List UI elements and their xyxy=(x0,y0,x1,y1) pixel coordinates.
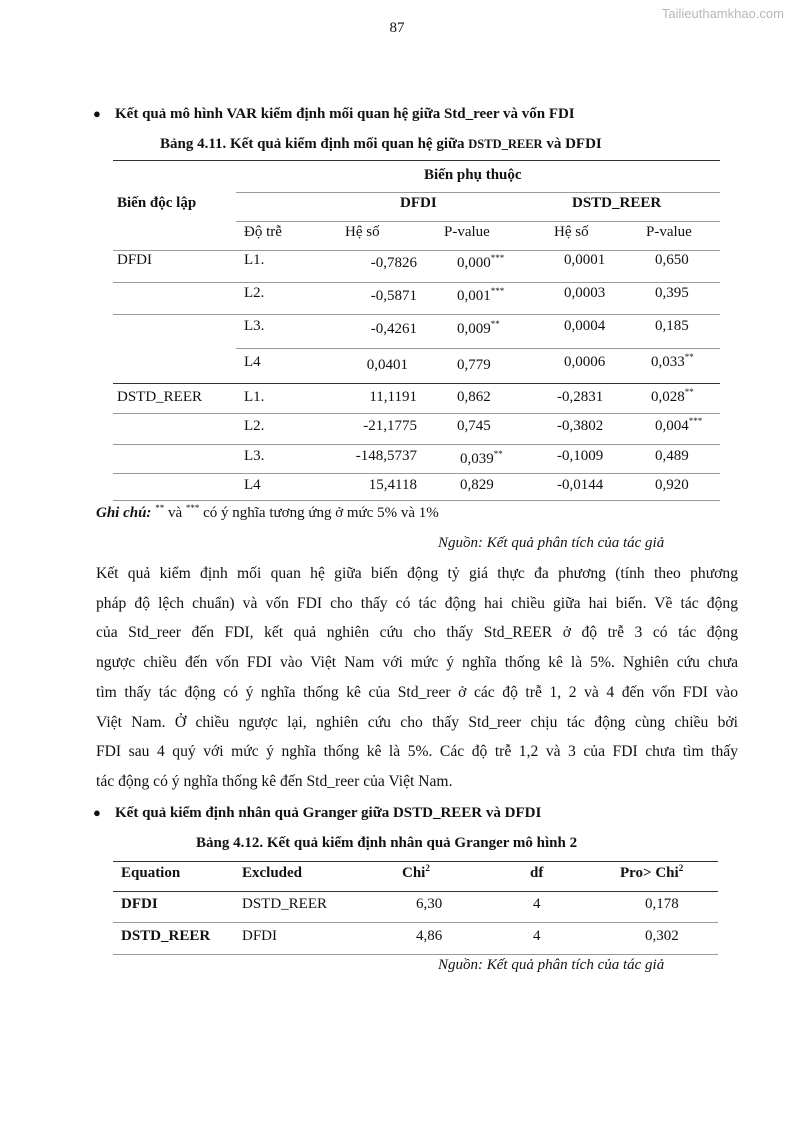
caption-smallcaps: DSTD_REER xyxy=(468,137,543,151)
cell-coef-2: 0,0001 xyxy=(564,252,606,268)
rule-bottom xyxy=(113,954,718,955)
cell-coef-1: -21,1775 xyxy=(363,418,417,434)
section-heading-var xyxy=(93,106,575,123)
bullet-icon: ● xyxy=(93,805,101,820)
paragraph-line: pháp độ lệch chuẩn) và vốn FDI cho thấy có tác động hai chiều giữa hai biến. Về tác động xyxy=(96,594,738,612)
cell-pvalue-2 xyxy=(655,318,689,335)
caption-suffix: và DFDI xyxy=(542,136,602,152)
cell-prob: 0,302 xyxy=(645,928,679,944)
rule-under-dependent xyxy=(236,192,720,193)
cell-coef-2: 0,0004 xyxy=(564,318,606,334)
cell-pvalue-2 xyxy=(655,252,689,269)
pvalue: 0,185 xyxy=(655,318,689,334)
rule-row xyxy=(113,444,720,445)
pvalue: 0,395 xyxy=(655,285,689,301)
cell-equation: DSTD_REER xyxy=(121,928,211,944)
note-and: và xyxy=(164,505,186,521)
cell-coef-1: 15,4118 xyxy=(368,477,417,493)
cell-coef-1: -0,4261 xyxy=(370,321,417,337)
cell-prob: 0,178 xyxy=(645,896,679,912)
table2-caption: Bảng 4.12. Kết quả kiểm định nhân quả Granger mô hình 2 xyxy=(196,835,578,851)
cell-excluded: DSTD_REER xyxy=(242,896,328,912)
pvalue: 0,862 xyxy=(457,389,491,405)
cell-pvalue-1 xyxy=(457,357,491,374)
note-star-1pct: *** xyxy=(185,503,200,513)
significance-stars: *** xyxy=(688,416,703,426)
caption-prefix: Bảng 4.11. Kết quả kiểm định mối quan hệ giữa xyxy=(160,136,469,152)
cell-coef-1: -0,7826 xyxy=(370,255,417,271)
header-pvalue-1: P-value xyxy=(444,224,490,240)
cell-coef-2: -0,2831 xyxy=(557,389,604,405)
header-lag: Độ trễ xyxy=(244,224,282,240)
rule-row xyxy=(113,922,718,923)
table1-source: Nguồn: Kết quả phân tích của tác giả xyxy=(438,535,665,551)
header-group-dstd-reer: DSTD_REER xyxy=(572,195,662,211)
rule-row xyxy=(113,473,720,474)
rule-under-header xyxy=(113,250,720,251)
cell-coef-1: -0,5871 xyxy=(370,288,417,304)
pvalue: 0,489 xyxy=(655,448,689,464)
cell-coef-2: 0,0003 xyxy=(564,285,606,301)
significance-stars: *** xyxy=(490,253,505,263)
rule-under-header xyxy=(113,891,718,892)
rule-row xyxy=(236,348,720,349)
significance-stars: ** xyxy=(493,449,503,459)
pvalue: 0,004 xyxy=(655,418,689,434)
rule-top xyxy=(113,861,718,862)
paragraph-line: ngược chiều đến vốn FDI vào Việt Nam với mức ý nghĩa thống kê là 5%. Nghiên cứu chưa xyxy=(96,654,738,672)
cell-pvalue-1 xyxy=(460,451,503,468)
note-label: Ghi chú: xyxy=(96,505,152,521)
paragraph-line: Kết quả kiểm định mối quan hệ giữa biến động tỷ giá thực đa phương (tính theo phương xyxy=(96,565,738,582)
cell-coef-1: 11,1191 xyxy=(369,389,417,405)
section-heading-text: Kết quả mô hình VAR kiểm định mối quan hệ giữa Std_reer và vốn FDI xyxy=(115,106,575,122)
cell-pvalue-1 xyxy=(457,255,504,272)
paragraph-line: tác động có ý nghĩa thống kê đến Std_reer của Việt Nam. xyxy=(96,772,453,790)
header-dependent: Biến phụ thuộc xyxy=(424,167,522,183)
rule-row xyxy=(113,314,720,315)
section-heading-text: Kết quả kiểm định nhân quả Granger giữa DSTD_REER và DFDI xyxy=(115,805,542,821)
pvalue: 0,001 xyxy=(457,288,491,304)
header-excluded: Excluded xyxy=(242,865,303,881)
header-equation: Equation xyxy=(121,865,181,881)
note-star-5pct: ** xyxy=(155,503,165,513)
cell-pvalue-1 xyxy=(457,418,491,435)
header-df: df xyxy=(530,865,544,881)
pvalue: 0,650 xyxy=(655,252,689,268)
header-pvalue-2: P-value xyxy=(646,224,692,240)
cell-coef-2: -0,0144 xyxy=(557,477,604,493)
cell-lag: L2. xyxy=(244,418,265,434)
pvalue: 0,039 xyxy=(460,451,494,467)
watermark: Tailieuthamkhao.com xyxy=(661,6,784,21)
cell-variable: DFDI xyxy=(117,252,153,268)
cell-lag: L1. xyxy=(244,252,265,268)
cell-coef-2: 0,0006 xyxy=(564,354,606,370)
header-group-dfdi: DFDI xyxy=(400,195,437,211)
header-coef-2: Hệ số xyxy=(554,224,589,240)
cell-lag: L3. xyxy=(244,448,265,464)
cell-df: 4 xyxy=(533,928,541,944)
paragraph-line: của Std_reer đến FDI, kết quả nghiên cứu cho thấy Std_REER ở độ trễ 3 có tác động xyxy=(96,624,738,642)
cell-lag: L2. xyxy=(244,285,265,301)
paragraph-line: tìm thấy tác động có ý nghĩa thống kê của Std_reer ở các độ trễ 1, 2 và 4 đến vốn FDI vào xyxy=(96,683,738,701)
cell-lag: L4 xyxy=(244,477,261,493)
cell-df: 4 xyxy=(533,896,541,912)
pro-superscript: 2 xyxy=(678,863,684,873)
cell-lag: L3. xyxy=(244,318,265,334)
chi-label: Chi xyxy=(402,865,426,881)
rule-under-groups xyxy=(236,221,720,222)
pvalue: 0,779 xyxy=(457,357,491,373)
pvalue: 0,920 xyxy=(655,477,689,493)
pvalue: 0,009 xyxy=(457,321,491,337)
section-heading-granger xyxy=(93,805,541,822)
significance-stars: ** xyxy=(684,387,694,397)
significance-stars: ** xyxy=(490,319,500,329)
cell-pvalue-2 xyxy=(655,418,702,435)
header-prob-chi2 xyxy=(620,865,683,882)
cell-pvalue-1 xyxy=(457,288,504,305)
cell-pvalue-2 xyxy=(655,448,689,465)
rule-row xyxy=(113,282,720,283)
body-paragraph xyxy=(96,559,738,797)
significance-stars: *** xyxy=(490,286,505,296)
cell-variable: DSTD_REER xyxy=(117,389,203,405)
cell-coef-1: 0,0401 xyxy=(366,357,408,373)
cell-coef-1: -148,5737 xyxy=(355,448,417,464)
cell-excluded: DFDI xyxy=(242,928,278,944)
cell-coef-2: -0,1009 xyxy=(557,448,604,464)
significance-stars: ** xyxy=(684,352,694,362)
paragraph-line: Việt Nam. Ở chiều ngược lại, nghiên cứu cho thấy Std_reer chịu tác động cùng chiều bởi xyxy=(96,713,738,731)
header-independent: Biến độc lập xyxy=(117,195,197,211)
table2-source: Nguồn: Kết quả phân tích của tác giả xyxy=(438,957,665,973)
header-coef-1: Hệ số xyxy=(345,224,380,240)
rule-top xyxy=(113,160,720,161)
cell-equation: DFDI xyxy=(121,896,158,912)
bullet-icon: ● xyxy=(93,106,101,121)
rule-row xyxy=(113,413,720,414)
cell-coef-2: -0,3802 xyxy=(557,418,604,434)
rule-block-divider xyxy=(113,383,720,384)
cell-lag: L1. xyxy=(244,389,265,405)
page-number: 87 xyxy=(389,20,405,36)
cell-pvalue-2 xyxy=(651,389,694,406)
pvalue: 0,033 xyxy=(651,354,685,370)
table1-caption xyxy=(160,136,602,153)
pvalue: 0,745 xyxy=(457,418,491,434)
pvalue: 0,000 xyxy=(457,255,491,271)
pvalue: 0,028 xyxy=(651,389,685,405)
pro-label: Pro> Chi xyxy=(620,865,679,881)
table1-note xyxy=(96,505,439,522)
cell-chi2: 6,30 xyxy=(416,896,443,912)
pvalue: 0,829 xyxy=(460,477,494,493)
cell-lag: L4 xyxy=(244,354,261,370)
cell-pvalue-2 xyxy=(655,477,689,494)
note-text: có ý nghĩa tương ứng ở mức 5% và 1% xyxy=(199,505,439,521)
cell-pvalue-2 xyxy=(655,285,689,302)
header-chi2 xyxy=(402,865,430,882)
cell-pvalue-2 xyxy=(651,354,694,371)
cell-pvalue-1 xyxy=(457,321,500,338)
cell-chi2: 4,86 xyxy=(416,928,443,944)
chi-superscript: 2 xyxy=(425,863,430,873)
paragraph-line: FDI sau 4 quý với mức ý nghĩa thống kê là 5%. Các độ trễ 1,2 và 3 của FDI chưa tìm thấy xyxy=(96,743,738,761)
cell-pvalue-1 xyxy=(457,389,491,406)
cell-pvalue-1 xyxy=(460,477,494,494)
rule-bottom xyxy=(113,500,720,501)
